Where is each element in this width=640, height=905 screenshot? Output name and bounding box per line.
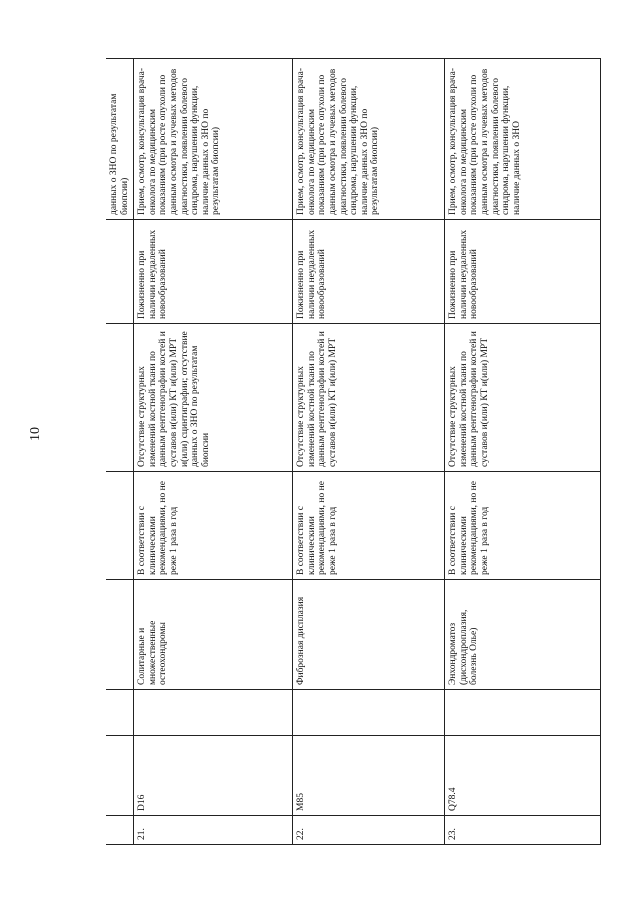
table-row bbox=[293, 59, 445, 845]
icd-code: D16 bbox=[134, 736, 293, 816]
observation-duration: Пожизненно при наличии неудаленных новообразований bbox=[293, 220, 445, 324]
icd-code: Q78.4 bbox=[445, 736, 601, 816]
cell-blank bbox=[106, 690, 134, 736]
control-criteria: Отсутствие структурных изменений костной ткани по данным рентгенографии костей и суставов и(или) КТ и(или) МРТ и(или) сцинтиграфии; отсутствие данных о ЗНО по результатам биопсии bbox=[134, 324, 293, 472]
cell-blank bbox=[445, 690, 601, 736]
control-criteria: Отсутствие структурных изменений костной ткани по данным рентгенографии костей и суставов и(или) КТ и(или) МРТ bbox=[445, 324, 601, 472]
disease-name: Солитарные и множественные остеохондромы bbox=[134, 580, 293, 690]
observation-duration: Пожизненно при наличии неудаленных новообразований bbox=[445, 220, 601, 324]
observation-frequency: В соответствии с клиническими рекомендациями, но не реже 1 раза в год bbox=[134, 472, 293, 580]
table-row bbox=[445, 59, 601, 845]
tactics: Прием, осмотр, консультация врача-онколога по медицинским показаниям (при росте опухоли по данным осмотра и лучевых методов диагностики, появлении болевого синдрома, нарушении функции, наличие данных о ЗНО по результатам биопсии) bbox=[134, 59, 293, 220]
observation-frequency: В соответствии с клиническими рекомендациями, но не реже 1 раза в год bbox=[445, 472, 601, 580]
cell-blank bbox=[106, 736, 134, 816]
cell-blank bbox=[134, 690, 293, 736]
row-number: 23. bbox=[445, 816, 601, 845]
disease-name: Фиброзная дисплазия bbox=[293, 580, 445, 690]
continuation-row bbox=[106, 59, 134, 845]
cell-blank bbox=[106, 816, 134, 845]
observation-duration: Пожизненно при наличии неудаленных новообразований bbox=[134, 220, 293, 324]
cell-blank bbox=[106, 324, 134, 472]
tactics: Прием, осмотр, консультация врача-онколога по медицинским показаниям (при росте опухоли по данным осмотра и лучевых методов диагностики, появлении болевого синдрома, нарушении функции, наличие данных о ЗНО bbox=[445, 59, 601, 220]
continuation-text: данных о ЗНО по результатам биопсии) bbox=[106, 59, 134, 220]
row-number: 22. bbox=[293, 816, 445, 845]
observation-frequency: В соответствии с клиническими рекомендациями, но не реже 1 раза в год bbox=[293, 472, 445, 580]
page-number: 10 bbox=[28, 427, 43, 441]
control-criteria: Отсутствие структурных изменений костной ткани по данным рентгенографии костей и суставов и(или) КТ и(или) МРТ bbox=[293, 324, 445, 472]
cell-blank bbox=[106, 472, 134, 580]
rotated-table-container bbox=[106, 59, 592, 845]
disease-name: Энхондроматоз (дисхондроплазия, болезнь Олье) bbox=[445, 580, 601, 690]
row-number: 21. bbox=[134, 816, 293, 845]
cell-blank bbox=[106, 580, 134, 690]
icd-code: M85 bbox=[293, 736, 445, 816]
cell-blank bbox=[293, 690, 445, 736]
cell-blank bbox=[106, 220, 134, 324]
dispensary-observation-table bbox=[106, 58, 601, 845]
table-row bbox=[134, 59, 293, 845]
tactics: Прием, осмотр, консультация врача-онколога по медицинским показаниям (при росте опухоли по данным осмотра и лучевых методов диагностики, появлении болевого синдрома, нарушении функции, наличие данных о ЗНО по результатам биопсии) bbox=[293, 59, 445, 220]
